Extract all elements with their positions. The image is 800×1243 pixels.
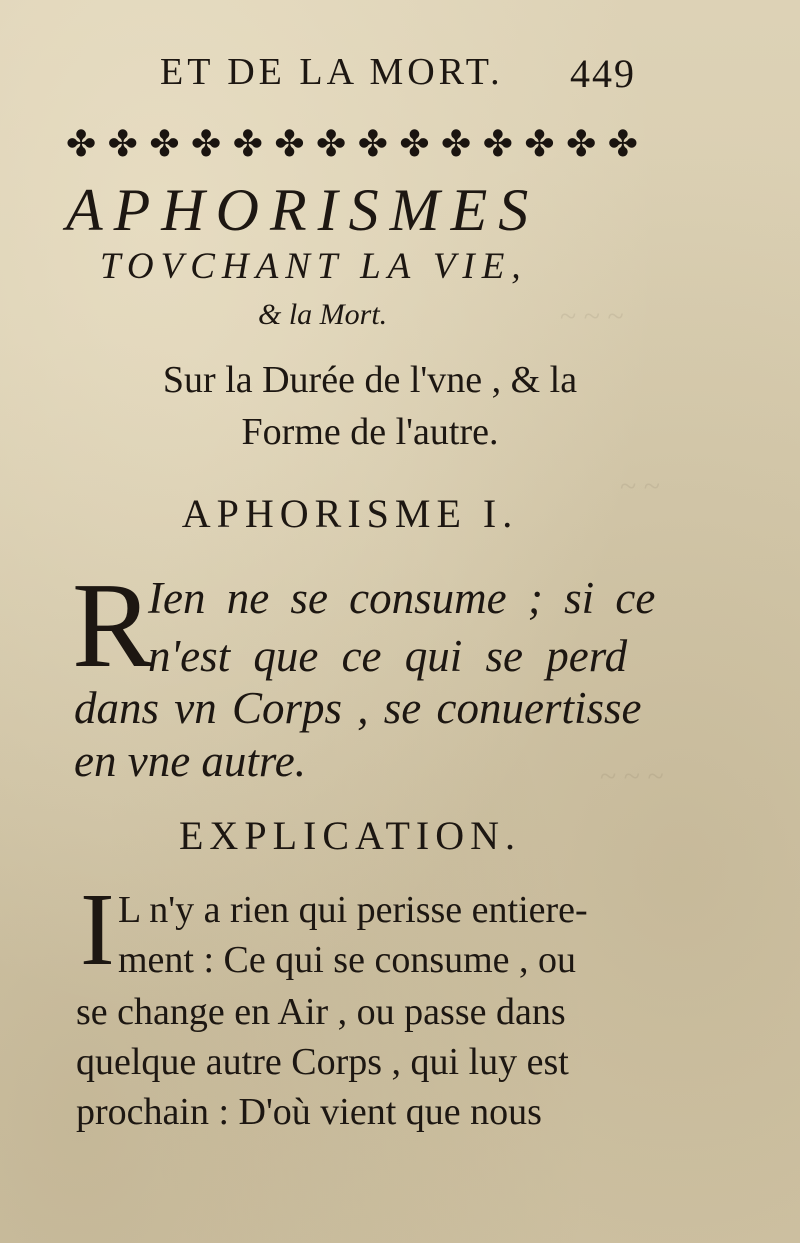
fleuron-ornament: ✤ <box>149 123 180 165</box>
fleuron-ornament: ✤ <box>607 123 638 165</box>
show-through-texture: ~ ~ ~ <box>560 300 624 333</box>
section-title: APHORISMES <box>66 177 540 243</box>
fleuron-ornament: ✤ <box>191 123 222 165</box>
fleuron-ornament: ✤ <box>357 123 388 165</box>
sub-heading-line-2: Forme de l'autre. <box>241 411 499 453</box>
explication-heading: EXPLICATION. <box>179 813 521 858</box>
drop-cap-i: I <box>80 872 115 987</box>
aphorism-line: dans vn Corps , se conuertisse <box>74 683 642 733</box>
show-through-texture: ~ ~ ~ <box>600 760 664 793</box>
drop-cap-r: R <box>72 558 154 693</box>
sub-heading-line-1: Sur la Durée de l'vne , & la <box>162 359 578 401</box>
show-through-texture: ~ ~ <box>620 470 660 503</box>
fleuron-ornament: ✤ <box>316 123 347 165</box>
fleuron-ornament: ✤ <box>107 123 138 165</box>
aphorism-heading: APHORISME I. <box>181 491 519 536</box>
fleuron-ornament: ✤ <box>524 123 555 165</box>
page-number: 449 <box>570 51 636 96</box>
aphorism-line: n'est que ce qui se perd <box>148 631 628 681</box>
fleuron-ornament: ✤ <box>232 123 263 165</box>
explication-line: quelque autre Corps , qui luy est <box>76 1041 569 1083</box>
explication-line: prochain : D'où vient que nous <box>76 1091 542 1133</box>
aphorism-line: en vne autre. <box>74 736 306 786</box>
running-head: ET DE LA MORT. <box>160 51 504 93</box>
fleuron-ornament: ✤ <box>482 123 513 165</box>
ornament-band <box>66 122 638 166</box>
section-subtitle: TOVCHANT LA VIE, <box>100 246 528 287</box>
explication-line: L n'y a rien qui perisse entiere- <box>118 889 588 931</box>
explication-line: ment : Ce qui se consume , ou <box>118 939 577 981</box>
fleuron-ornament: ✤ <box>441 123 472 165</box>
explication-line: se change en Air , ou passe dans <box>76 991 566 1033</box>
fleuron-ornament: ✤ <box>566 123 597 165</box>
fleuron-ornament: ✤ <box>66 123 97 165</box>
aphorism-line: Ien ne se consume ; si ce <box>148 573 656 623</box>
fleuron-ornament: ✤ <box>274 123 305 165</box>
fleuron-ornament: ✤ <box>399 123 430 165</box>
section-subtitle-2: & la Mort. <box>258 298 388 331</box>
